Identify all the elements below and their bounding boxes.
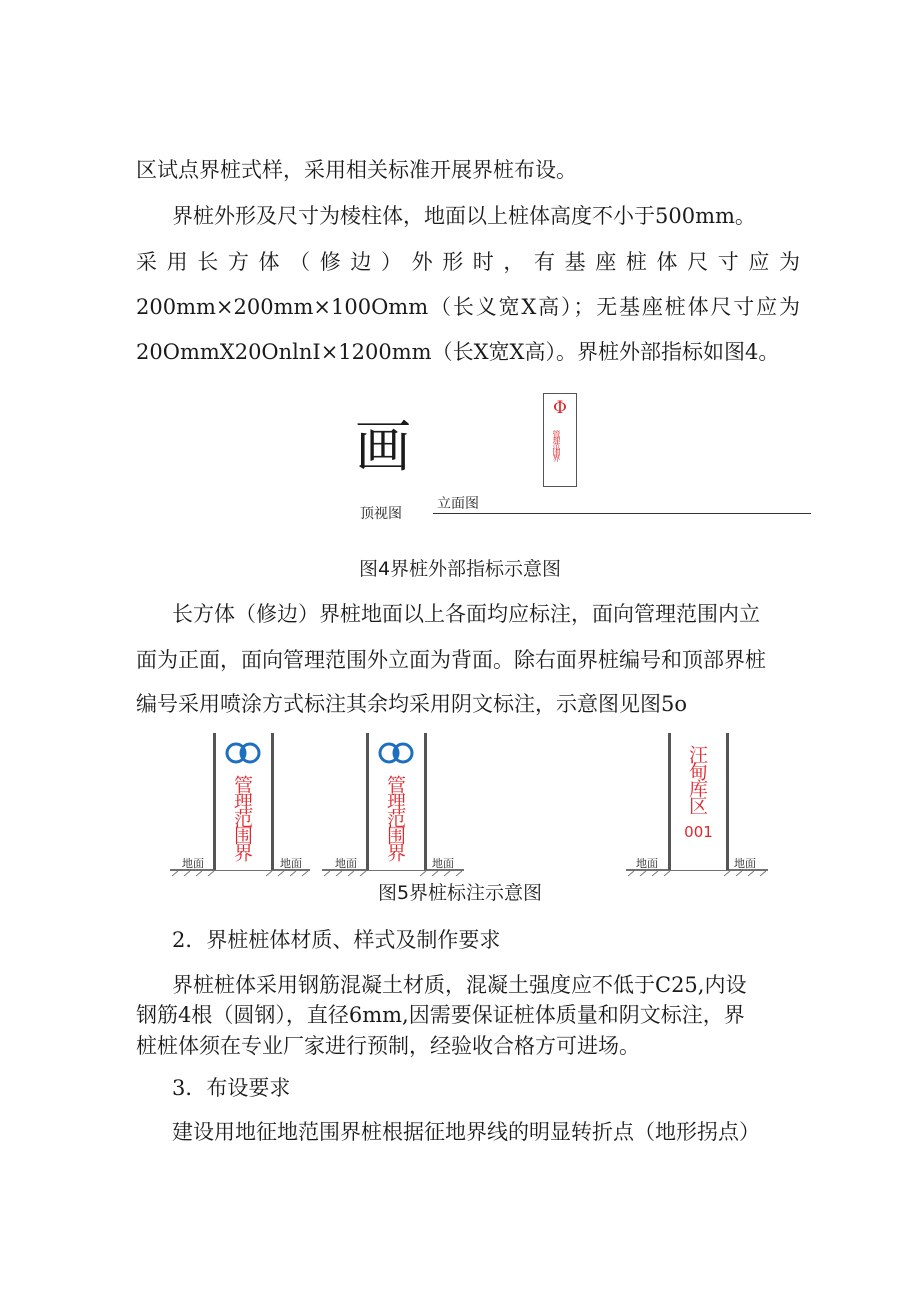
paragraph-line: 钢筋4根（圆钢），直径6mm,因需要保证桩体质量和阴文标注，界	[136, 1003, 745, 1027]
paragraph-line: 20OmmX20OnlnI×1200mm（长X宽X高）。界桩外部指标如图4。	[136, 340, 780, 364]
water-emblem-icon	[225, 739, 261, 769]
paragraph-line: 长方体（修边）界桩地面以上各面均应标注，面向管理范围内立	[172, 602, 760, 626]
elevation-pile	[543, 393, 577, 487]
top-view-label: 顶视图	[360, 506, 402, 522]
paragraph-line: 200mm×200mm×100Omm（长义宽X高）；无基座桩体尺寸应为	[136, 295, 800, 319]
pile-symbol: Φ	[553, 398, 567, 418]
elevation-baseline	[433, 513, 811, 514]
ground-label-left: 地面	[636, 857, 658, 870]
paragraph-line: 建设用地征地范围界桩根据征地界线的明显转折点（地形拐点）	[172, 1120, 760, 1144]
pile-back-text: 管理范围界	[384, 775, 406, 860]
pile-side-name: 汪甸库区	[686, 745, 708, 813]
paragraph-line: 桩桩体须在专业厂家进行预制，经验收合格方可进场。	[136, 1034, 640, 1058]
section-heading: 3．布设要求	[172, 1076, 291, 1100]
ground-label-left: 地面	[335, 857, 357, 870]
pile-body	[366, 733, 427, 870]
paragraph-line: 采用长方体（修边）外形时，有基座桩体尺寸应为	[136, 250, 800, 274]
paragraph-line: 界桩桩体采用钢筋混凝土材质，混凝土强度应不低于C25,内设	[172, 973, 747, 997]
top-view-glyph: 画	[355, 415, 411, 480]
ground-label-right: 地面	[734, 857, 756, 870]
pile-front-text: 管理范围界	[231, 775, 253, 860]
paragraph-line: 编号采用喷涂方式标注其余均采用阴文标注，示意图见图5o	[136, 692, 688, 716]
pile-body	[668, 733, 729, 870]
ground-label-right: 地面	[432, 857, 454, 870]
elevation-label: 立面图	[437, 496, 479, 512]
paragraph-line: 区试点界桩式样，采用相关标准开展界桩布设。	[136, 158, 577, 182]
water-emblem-icon	[378, 739, 414, 769]
figure-4-caption: 图4界桩外部指标示意图	[358, 558, 562, 580]
paragraph-line: 界桩外形及尺寸为棱柱体，地面以上桩体高度不小于500mm。	[172, 204, 756, 228]
figure-5-caption: 图5界桩标注示意图	[377, 882, 543, 904]
pile-body	[213, 733, 274, 870]
section-heading: 2．界桩桩体材质、样式及制作要求	[172, 928, 501, 952]
ground-label-left: 地面	[182, 857, 204, 870]
pile-number: 001	[684, 823, 713, 841]
pile-label: 管理范围界	[552, 430, 561, 460]
paragraph-line: 面为正面，面向管理范围外立面为背面。除右面界桩编号和顶部界桩	[136, 648, 766, 672]
ground-label-right: 地面	[280, 857, 302, 870]
